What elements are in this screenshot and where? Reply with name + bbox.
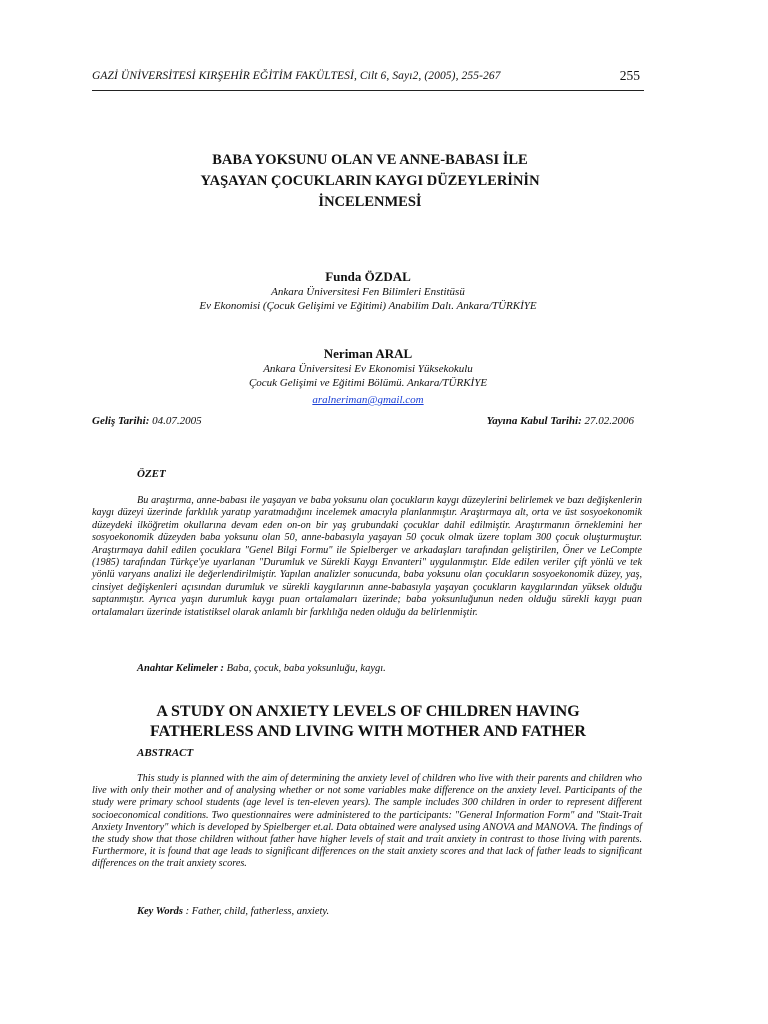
english-keywords-label: Key Words (137, 906, 183, 917)
received-value: 04.07.2005 (152, 415, 202, 427)
ozet-paragraph: Bu araştırma, anne-babası ile yaşayan ve baba yoksunu olan çocukların kaygı düzeylerini belirlemek ve bazı değişkenlerin kaygı düzeyi üzerinde farklılık yaratıp yaratmadığını incelemek amacıyla planlanmıştır. Araştırmaya alt, orta ve üst sosyoekonomik düzeydeki ilköğretim okullarına devam eden on-on bir yaş grubundaki çocuklar dahil edilmiştir. Araştırmanın örneklemini her sosyoekonomik düzeyden baba yoksunu olan 50, anne-babasıyla yaşayan 50 çocuk olmak üzere toplam 300 çocuk oluşturmuştur. Araştırmaya dahil edilen çocuklara "Genel Bilgi Formu" ile Spielberger ve arkadaşları tarafından geliştirilen, Öner ve LeCompte (1985) tarafından Türkçe'ye uyarlanan "Durumluk ve Sürekli Kaygı Envanteri" uygulanmıştır. Elde edilen veriler çift yönlü ve tek yönlü varyans analizi ile değerlendirilmiştir. Yapılan analizler sonucunda, baba yoksunu olan çocukların sosyoekonomik düzey, yaş, cinsiyet değişkenleri açısından durumluk ve sürekli kaygılarının anne-babasıyla yaşayan çocukların kaygılarından yüksek olduğu saptanmıştır. Ayrıca yaşın durumluk kaygı puan ortalamaları üzerinde; baba yoksunluğunun neden olduğu sürekli kaygı puan ortalamaları üzerinde istatistiksel olarak anlamlı bir farklılığa neden olduğu da belirlenmiştir. (92, 495, 642, 618)
english-keywords (137, 906, 329, 917)
turkish-keywords-label: Anahtar Kelimeler : (137, 663, 224, 674)
author-affiliation: Ankara Üniversitesi Ev Ekonomisi Yüksekokulu (263, 363, 473, 375)
turkish-keywords-value: Baba, çocuk, baba yoksunluğu, kaygı. (226, 663, 386, 674)
english-title (92, 702, 644, 742)
turkish-title-line: YAŞAYAN ÇOCUKLARIN KAYGI DÜZEYLERİNİN (200, 173, 540, 189)
turkish-title-line: BABA YOKSUNU OLAN VE ANNE-BABASI İLE (212, 152, 528, 168)
accepted-date (487, 415, 634, 427)
ozet-heading: ÖZET (137, 468, 166, 480)
abstract-paragraph: This study is planned with the aim of determining the anxiety level of children who live with their parents and children who live with only their mother and of analysing whether or not some variables make difference on the anxiety level. Participants of the study were primary school students (age level is ten-eleven years). The sample includes 300 children in order to represent different socioeconomical conditions. Two questionnaires were administered to the participants: "General Information Form" and "Stait-Trait Anxiety Inventory" which is developed by Spielberger et.al. Data obtained were analysed using ANOVA and MANOVA. The findings of the study show that those children without father have higher levels of stait and trait anxiety in contrast to those living with parents. Furthermore, it is found that age leads to significant differences on the stait anxiety scores and that lack of father leads to significant differences on the trait anxiety scores. (92, 773, 642, 870)
accepted-label: Yayına Kabul Tarihi: (486, 415, 582, 427)
page-number: 255 (619, 68, 640, 83)
received-label: Geliş Tarihi: (92, 415, 150, 427)
author-block-1 (92, 268, 644, 313)
author-email-link[interactable]: aralneriman@gmail.com (312, 394, 424, 406)
author-affiliation: Ankara Üniversitesi Fen Bilimleri Enstitüsü (271, 286, 465, 298)
english-title-line: A STUDY ON ANXIETY LEVELS OF CHILDREN HAVING (156, 703, 580, 720)
turkish-title (120, 150, 620, 213)
english-title-line: FATHERLESS AND LIVING WITH MOTHER AND FATHER (150, 723, 586, 740)
accepted-value: 27.02.2006 (584, 415, 634, 427)
english-keywords-value: : Father, child, fatherless, anxiety. (185, 906, 330, 917)
running-header (92, 68, 644, 91)
journal-citation: GAZİ ÜNİVERSİTESİ KIRŞEHİR EĞİTİM FAKÜLTESİ, Cilt 6, Sayı2, (2005), 255-267 (92, 70, 501, 82)
author-department: Çocuk Gelişimi ve Eğitimi Bölümü. Ankara/TÜRKİYE (248, 377, 488, 389)
received-date (92, 415, 202, 427)
turkish-keywords (137, 663, 386, 674)
author-name: Funda ÖZDAL (325, 269, 411, 284)
author-block-2 (92, 345, 644, 408)
author-name: Neriman ARAL (323, 346, 413, 361)
abstract-heading: ABSTRACT (137, 747, 194, 759)
author-department: Ev Ekonomisi (Çocuk Gelişimi ve Eğitimi) Anabilim Dalı. Ankara/TÜRKİYE (199, 300, 537, 312)
turkish-title-line: İNCELENMESİ (318, 194, 422, 210)
